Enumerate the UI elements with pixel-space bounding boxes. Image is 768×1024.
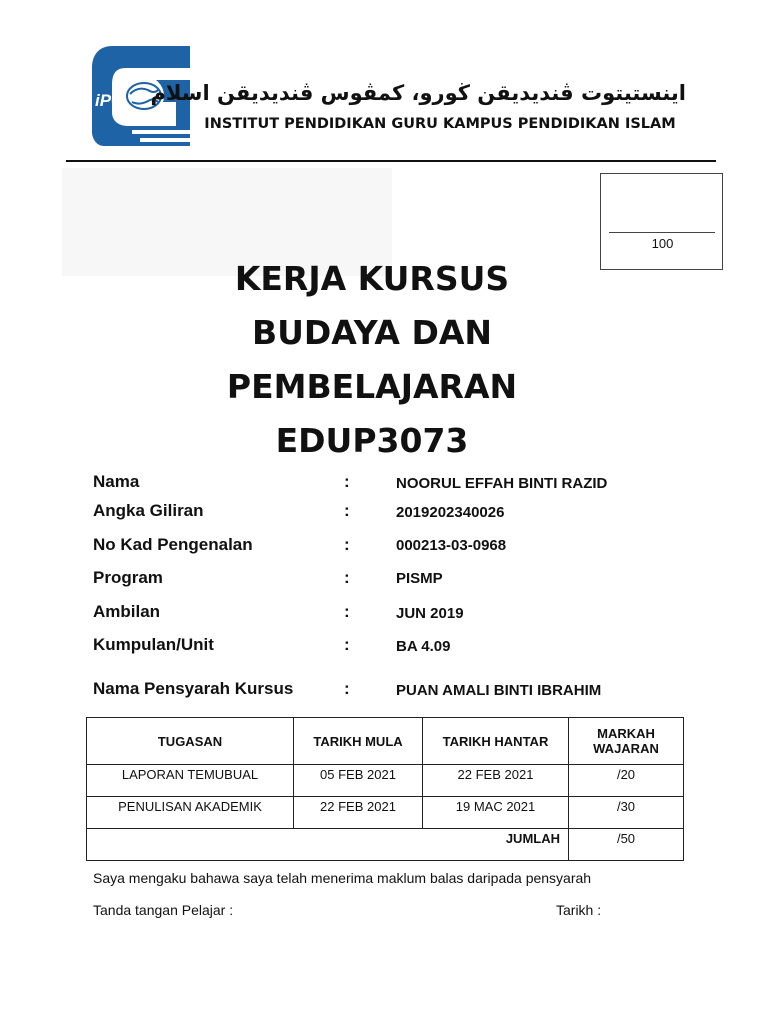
jawi-institution-name [150, 74, 686, 112]
table-header: TUGASAN [87, 718, 294, 765]
title-line: PEMBELAJARAN [226, 367, 518, 406]
field-value-nama: NOORUL EFFAH BINTI RAZID [396, 475, 608, 492]
table-cell: 22 FEB 2021 [294, 797, 423, 829]
table-header: MARKAH WAJARAN [569, 718, 684, 765]
field-label-angka-giliran: Angka Giliran [93, 501, 204, 520]
total-value: /50 [569, 829, 684, 861]
table-cell: 22 FEB 2021 [423, 765, 569, 797]
table-row [87, 797, 684, 829]
table-cell: /30 [569, 797, 684, 829]
field-value-ambilan: JUN 2019 [396, 605, 464, 622]
table-cell: LAPORAN TEMUBUAL [87, 765, 294, 797]
jawi-text: اينستيتوت ڤنديديقن ڬورو، كمڤوس ڤنديديقن اسلام [150, 81, 686, 105]
field-colon: : [344, 472, 350, 491]
marks-box [600, 173, 723, 270]
logo-text: iPG [95, 91, 125, 110]
table-total-row [87, 829, 684, 861]
table-cell: 05 FEB 2021 [294, 765, 423, 797]
marks-total: 100 [651, 236, 674, 251]
table-row [87, 765, 684, 797]
marks-score-line [609, 232, 715, 233]
field-value-pensyarah: PUAN AMALI BINTI IBRAHIM [396, 682, 602, 699]
field-colon: : [344, 602, 350, 621]
table-header: TARIKH MULA [294, 718, 423, 765]
field-value-kumpulan: BA 4.09 [396, 638, 451, 655]
field-colon: : [344, 568, 350, 587]
page-title [180, 252, 564, 468]
field-colon: : [344, 501, 350, 520]
table-header-row [87, 718, 684, 765]
field-label-program: Program [93, 568, 163, 587]
declaration-text: Saya mengaku bahawa saya telah menerima maklum balas daripada pensyarah [93, 870, 592, 886]
field-colon: : [344, 635, 350, 654]
total-label: JUMLAH [87, 829, 569, 861]
field-label-no-kad: No Kad Pengenalan [93, 535, 253, 554]
institution-name: INSTITUT PENDIDIKAN GURU KAMPUS PENDIDIKAN ISLAM [204, 116, 676, 132]
title-line: EDUP3073 [275, 421, 469, 460]
field-label-ambilan: Ambilan [93, 602, 161, 621]
field-colon: : [344, 679, 350, 698]
title-line: KERJA KURSUS [234, 259, 510, 298]
field-label-nama: Nama [93, 472, 140, 491]
assignment-table [86, 717, 684, 861]
field-colon: : [344, 535, 350, 554]
date-label: Tarikh : [556, 902, 602, 918]
field-value-no-kad: 000213-03-0968 [396, 537, 507, 554]
field-label-pensyarah: Nama Pensyarah Kursus [93, 679, 294, 698]
table-cell: PENULISAN AKADEMIK [87, 797, 294, 829]
table-header: TARIKH HANTAR [423, 718, 569, 765]
table-cell: 19 MAC 2021 [423, 797, 569, 829]
signature-label: Tanda tangan Pelajar : [93, 902, 234, 918]
title-line: BUDAYA DAN [251, 313, 493, 352]
table-cell: /20 [569, 765, 684, 797]
field-value-program: PISMP [396, 570, 443, 587]
field-label-kumpulan: Kumpulan/Unit [93, 635, 214, 654]
header-divider [66, 160, 716, 162]
field-value-angka-giliran: 2019202340026 [396, 504, 505, 521]
